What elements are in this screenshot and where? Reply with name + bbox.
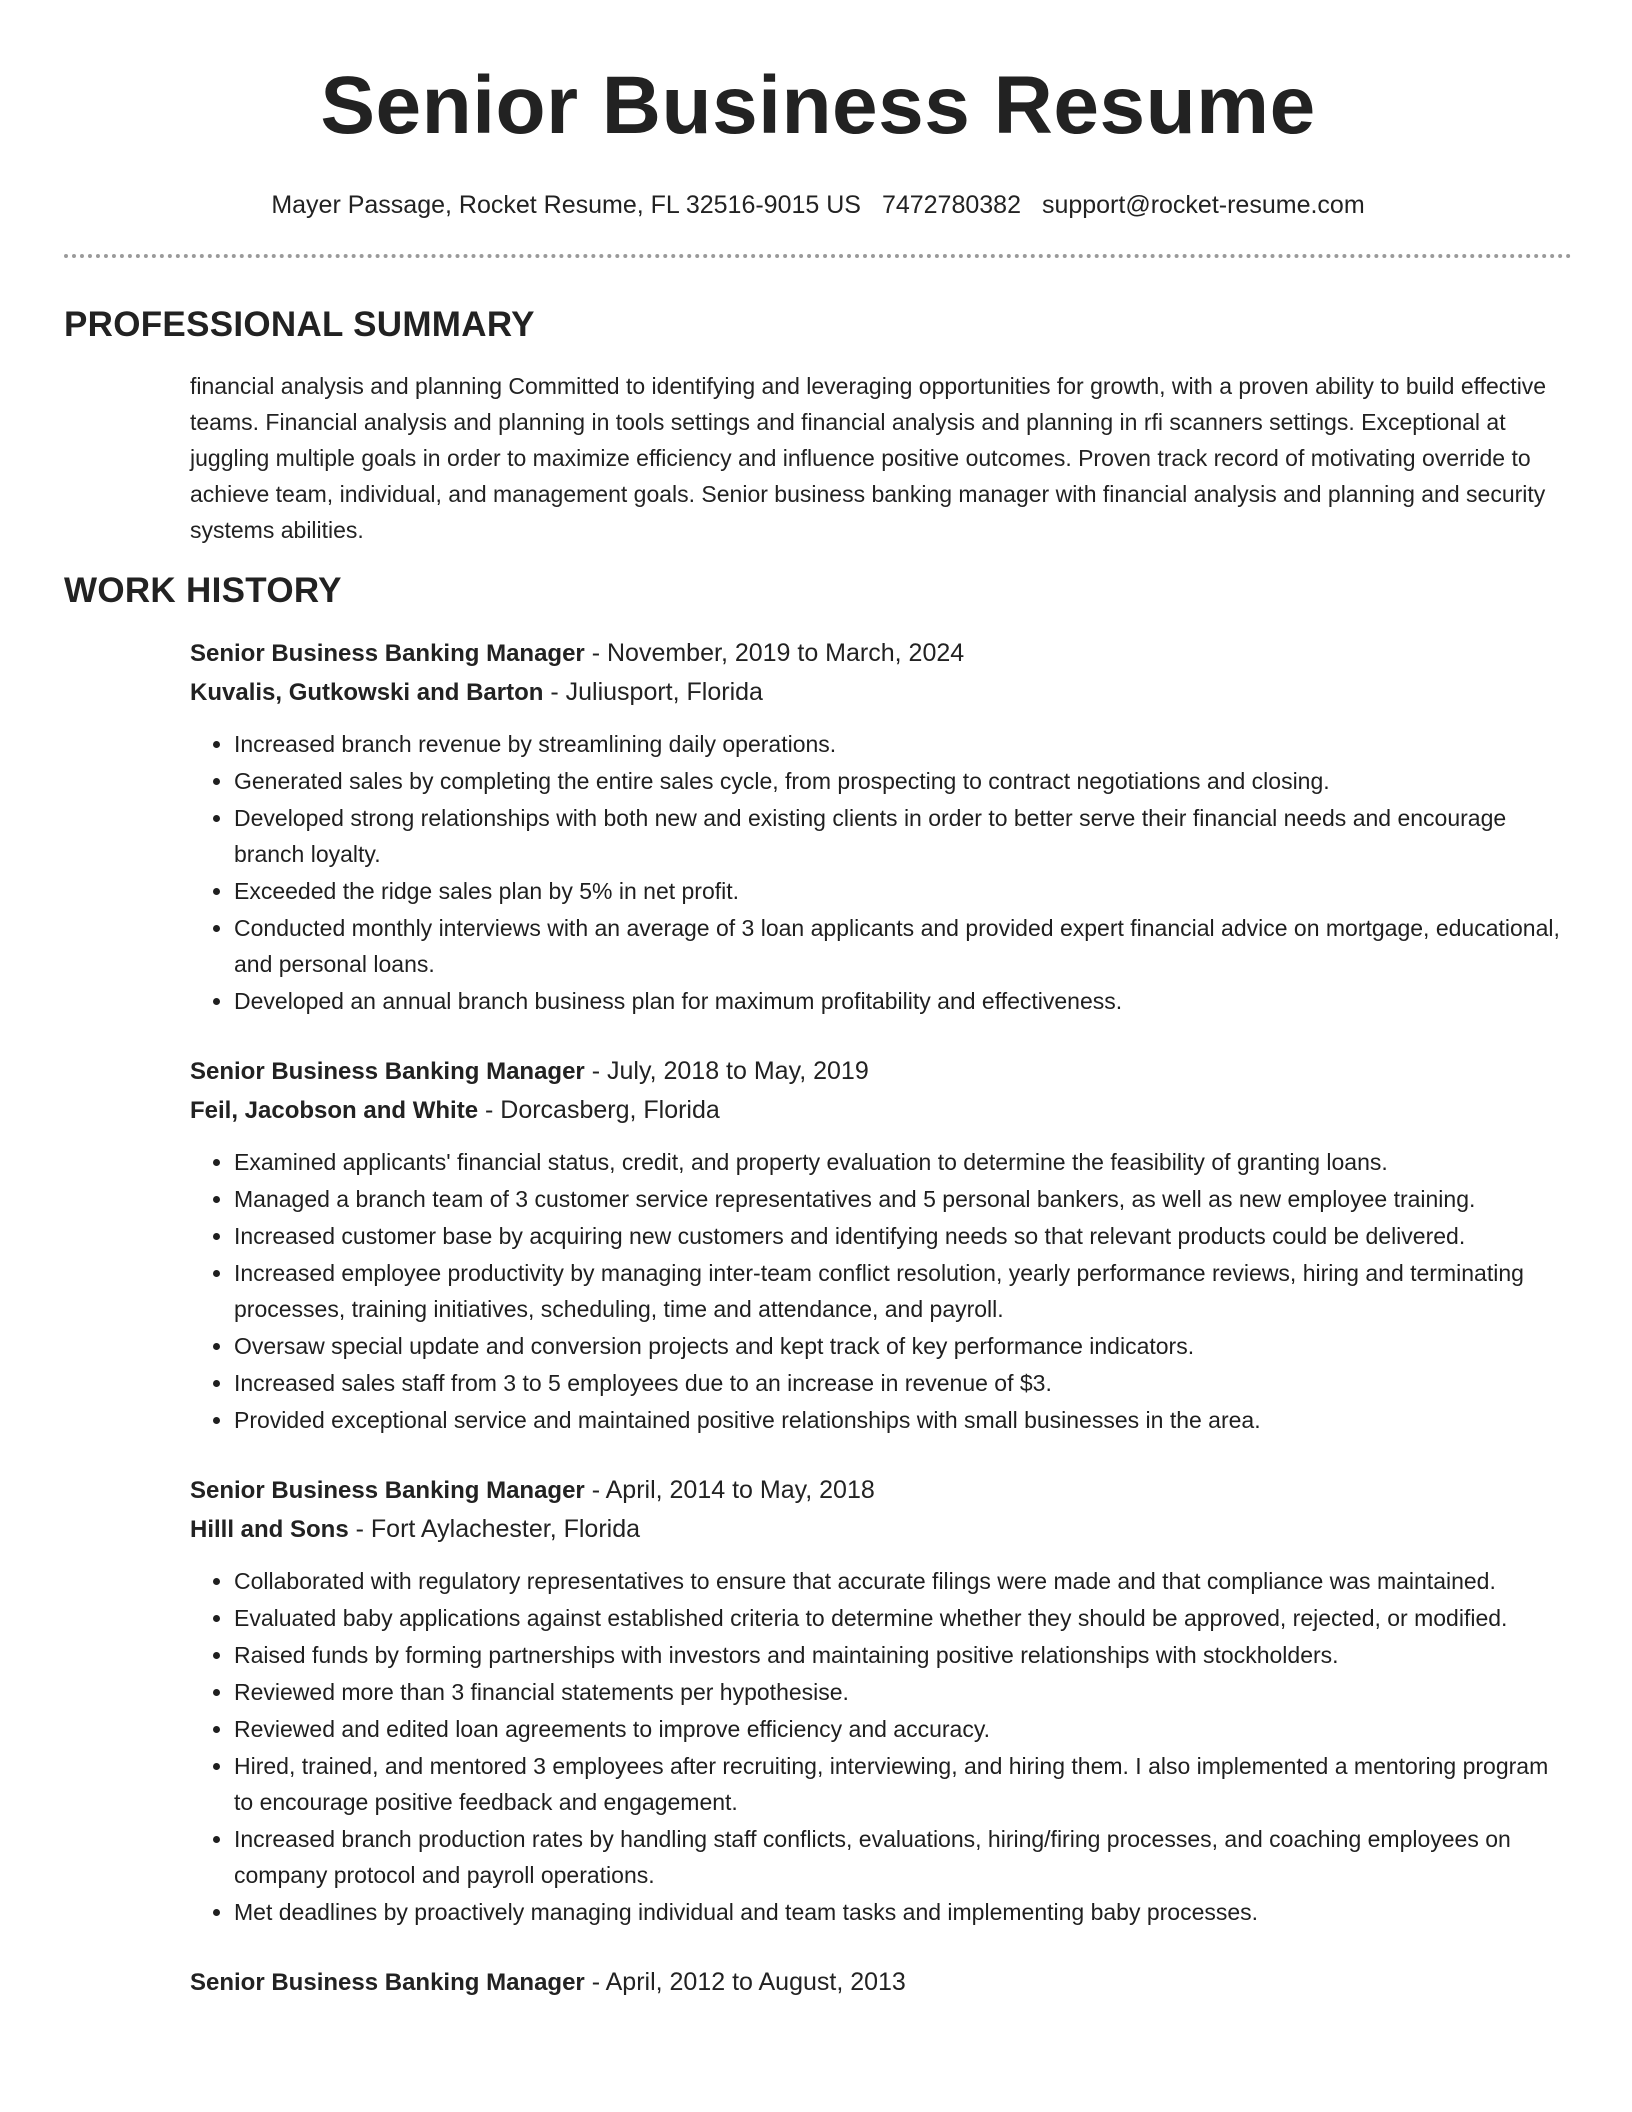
contact-phone: 7472780382 [881,191,1021,219]
job-company: Feil, Jacobson and White [190,1097,479,1124]
job-bullet: • Reviewed more than 3 financial statements per hypothesise. [234,1674,1572,1711]
job-bullet: • Oversaw special update and conversion projects and kept track of key performance indicators. [234,1328,1572,1365]
job-bullet: • Evaluated baby applications against established criteria to determine whether they should be approved, rejected, or modified. [234,1600,1572,1637]
job-bullet: • Developed an annual branch business plan for maximum profitability and effectiveness. [234,983,1572,1020]
job-bullet: • Collaborated with regulatory representatives to ensure that accurate filings were made and that compliance was maintained. [234,1563,1572,1600]
job-dates: - April, 2012 to August, 2013 [584,1968,906,1996]
job-location: - Juliusport, Florida [543,678,763,706]
job-bullet: • Increased sales staff from 3 to 5 employees due to an increase in revenue of $3. [234,1365,1572,1402]
job-bullet: • Increased employee productivity by managing inter-team conflict resolution, yearly performance reviews, hiring and terminating processes, training initiatives, scheduling, time and attendance, and payroll. [234,1255,1572,1328]
job-role: Senior Business Banking Manager [190,640,585,667]
job-entry [190,1471,1572,1931]
resume-title: Senior Business Resume [320,60,1316,151]
contact-email: support@rocket-resume.com [1041,191,1365,219]
section-title-work-history: WORK HISTORY [64,571,342,610]
job-dates: - April, 2014 to May, 2018 [584,1476,875,1504]
job-company: Kuvalis, Gutkowski and Barton [190,679,544,706]
summary-text: financial analysis and planning Committed to identifying and leveraging opportunities for growth, with a proven ability to build effective teams. Financial analysis and planning in tools settings and financial analysis and planning in rfi scanners settings. Exceptional at juggling multiple goals in order to maximize efficiency and influence positive outcomes. Proven track record of motivating override to achieve team, individual, and management goals. Senior business banking manager with financial analysis and planning and security systems abilities. [190,373,1547,543]
job-bullet: • Raised funds by forming partnerships with investors and maintaining positive relationships with stockholders. [234,1637,1572,1674]
job-company-line [190,1510,1572,1549]
job-bullets [190,726,1572,1020]
job-title-line [190,634,1572,673]
job-entry [190,1052,1572,1439]
job-bullet: • Developed strong relationships with both new and existing clients in order to better serve their financial needs and encourage branch loyalty. [234,800,1572,873]
job-bullet: • Provided exceptional service and maintained positive relationships with small businesses in the area. [234,1402,1572,1439]
job-bullets [190,1563,1572,1931]
job-bullet: • Increased branch revenue by streamlining daily operations. [234,726,1572,763]
job-location: - Dorcasberg, Florida [478,1096,720,1124]
job-company-line [190,1091,1572,1130]
job-company: Hilll and Sons [190,1516,349,1543]
job-bullet: • Met deadlines by proactively managing individual and team tasks and implementing baby processes. [234,1894,1572,1931]
job-bullet: • Generated sales by completing the entire sales cycle, from prospecting to contract negotiations and closing. [234,763,1572,800]
job-entry [190,1963,1572,2002]
job-entry [190,634,1572,1020]
job-dates: - July, 2018 to May, 2019 [584,1057,869,1085]
job-bullet: • Exceeded the ridge sales plan by 5% in net profit. [234,873,1572,910]
job-dates: - November, 2019 to March, 2024 [584,639,965,667]
job-bullet: • Examined applicants' financial status, credit, and property evaluation to determine the feasibility of granting loans. [234,1144,1572,1181]
job-role: Senior Business Banking Manager [190,1969,585,1996]
header-divider [64,254,1572,258]
job-bullet: • Conducted monthly interviews with an average of 3 loan applicants and provided expert financial advice on mortgage, educational, and personal loans. [234,910,1572,983]
job-company-line [190,673,1572,712]
job-location: - Fort Aylachester, Florida [348,1515,641,1543]
resume-page [64,0,1572,2002]
job-title-line [190,1052,1572,1091]
job-bullet: • Reviewed and edited loan agreements to improve efficiency and accuracy. [234,1711,1572,1748]
section-title-summary: PROFESSIONAL SUMMARY [64,305,535,344]
job-bullet: • Increased branch production rates by handling staff conflicts, evaluations, hiring/firing processes, and coaching employees on company protocol and payroll operations. [234,1821,1572,1894]
job-bullet: • Increased customer base by acquiring new customers and identifying needs so that relevant products could be delivered. [234,1218,1572,1255]
job-bullet: • Hired, trained, and mentored 3 employees after recruiting, interviewing, and hiring them. I also implemented a mentoring program to encourage positive feedback and engagement. [234,1748,1572,1821]
job-role: Senior Business Banking Manager [190,1058,585,1085]
job-title-line [190,1471,1572,1510]
job-title-line [190,1963,1572,2002]
job-bullet: • Managed a branch team of 3 customer service representatives and 5 personal bankers, as well as new employee training. [234,1181,1572,1218]
contact-line [64,190,1572,220]
contact-address: Mayer Passage, Rocket Resume, FL 32516-9015 US [271,191,861,219]
job-bullets [190,1144,1572,1439]
job-role: Senior Business Banking Manager [190,1477,585,1504]
